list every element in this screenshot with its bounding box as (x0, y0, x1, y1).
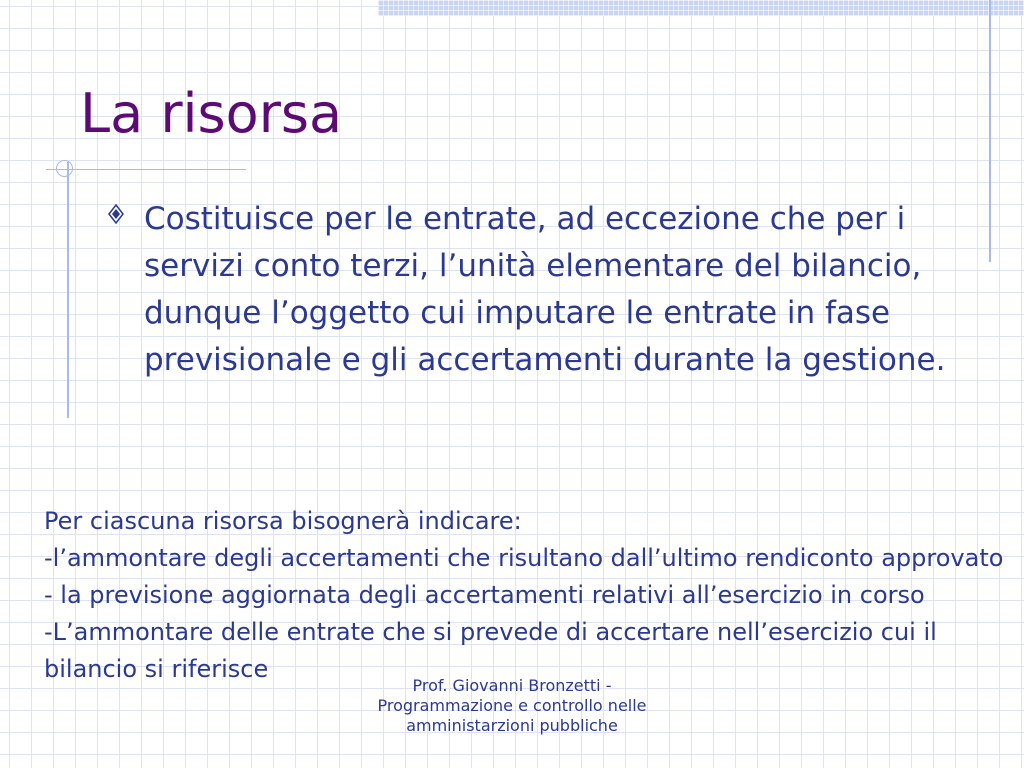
footer-line: amministarzioni pubbliche (406, 716, 618, 735)
footer-line: Prof. Giovanni Bronzetti - (412, 676, 612, 695)
slide-title: La risorsa (80, 82, 343, 145)
left-vertical-rule (67, 162, 69, 418)
right-vertical-rule (989, 0, 991, 262)
body-line: -L’ammontare delle entrate che si prevede di accertare nell’esercizio cui il bilancio si riferisce (44, 618, 937, 683)
footer-line: Programmazione e controllo nelle (377, 696, 647, 715)
body-text-block (44, 503, 1004, 688)
top-right-decorative-band (378, 0, 1024, 16)
diamond-bullet-icon (108, 204, 124, 224)
body-line: -l’ammontare degli accertamenti che risultano dall’ultimo rendiconto approvato (44, 544, 1004, 572)
bullet-paragraph: Costituisce per le entrate, ad eccezione che per i servizi conto terzi, l’unità elementare del bilancio, dunque l’oggetto cui imputare le entrate in fase previsionale e gli accertamenti durante la gestione. (144, 201, 946, 378)
body-line: - la previsione aggiornata degli accertamenti relativi all’esercizio in corso (44, 581, 925, 609)
slide-footer (362, 676, 662, 736)
title-underline-rule (46, 169, 246, 170)
title-ring-ornament (56, 160, 73, 177)
body-line: Per ciascuna risorsa bisognerà indicare: (44, 507, 522, 535)
